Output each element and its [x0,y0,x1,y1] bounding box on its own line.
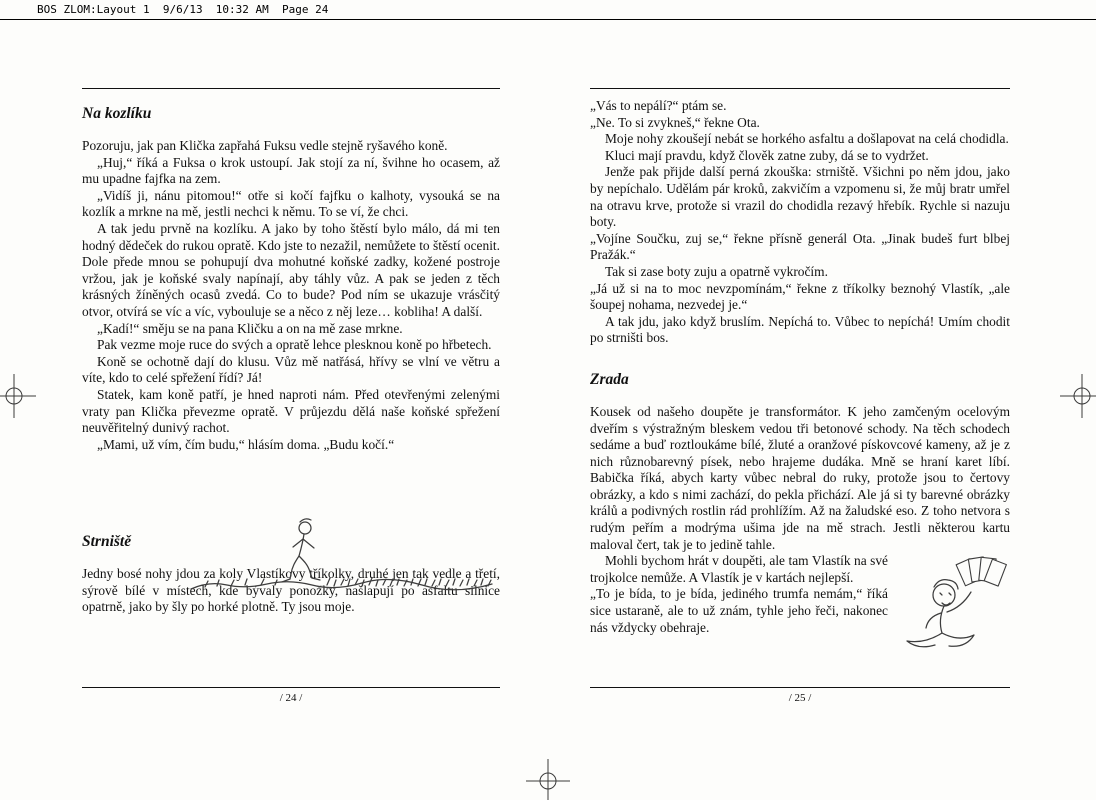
paragraph: „Huj,“ říká a Fuksa o krok ustoupí. Jak stojí za ní, švihne ho ocasem, až mu upadne fajfka na zem. [82,154,500,187]
paragraph: Moje nohy zkoušejí nebát se horkého asfaltu a došlapovat na celá chodidla. [605,131,1009,147]
page-25 [590,88,1010,685]
paragraph: Mohli bychom hrát v doupěti, ale tam Vlastík na své trojkolce nemůže. A Vlastík je v kartách nejlepší. [590,553,888,585]
walking-boy-illustration [187,513,507,605]
paragraph: Pak vezme moje ruce do svých a opratě lehce plesknou koně po hřbetech. [97,337,492,353]
paragraph: „Já už si na to moc nevzpomínám,“ řekne z tříkolky beznohý Vlastík, „ale šoupej nohama, nezvedej je.“ [590,280,1010,313]
page-25-text-flow [590,89,1010,636]
paragraph: Tak si zase boty zuju a opatrně vykročím. [605,263,828,279]
section-title-zrada: Zrada [590,370,629,388]
paragraph: A tak jdu, jako když bruslím. Nepíchá to. Vůbec to nepíchá! Umím chodit po strništi bos. [590,313,1010,346]
layout-slug-line: BOS ZLOM:Layout 1 9/6/13 10:32 AM Page 24 [37,3,329,16]
header-rule [0,19,1096,20]
paragraph: A tak jedu prvně na kozlíku. A jako by toho štěstí bylo málo, dá mi ten hodný dědeček do rukou opratě. Kdo jste to nezažil, nemůžete to štěstí ocenit. Dole přede mnou se pohupují dva mohutné koňské zadky, kožené postroje vržou, jak je koňské svaly napínají, aby táhly vůz. A pak se jeden z těch krásných žíněných ocasů zvedá. Co to bude? Pod ním se ukazuje vrásčitý otvor, otvírá se víc a víc, vybouluje se a něco z něj leze… kobliha! A další. [82,220,500,319]
paragraph: Pozoruju, jak pan Klička zapřahá Fuksu vedle stejně ryšavého koně. [82,138,448,153]
paragraph: „To je bída, to je bída, jediného trumfa nemám,“ říká sice ustaraně, ale to už znám, tyhle jeho řeči, nakonec nás vždycky obehraje. [590,586,888,635]
paragraph: Kousek od našeho doupěte je transformátor. K jeho zamčeným ocelovým dveřím s výstražným bleskem vedou tři betonové schody. Na těch schodech sedáme a buď roztloukáme bílé, žluté a oranžové pískovcové kameny, až je z nich různobarevný písek, nebo hrajeme dudáka. Mně se hraní karet líbí. Babička říká, abych karty vůbec nebral do ruky, protože jsou to čertovy obrázky, a kdo s nimi zachází, do pekla přichází. Ale já si ty barevné obrázky králů a podivných rostlin rád prohlížím. Až na žaludské eso. Z toho netvora s rudým peřím a modrýma ušima jde na mě strach. Jestli některou kartu maloval čert, tak je to jedině tahle. [590,403,1010,552]
paragraph: Jenže pak přijde další perná zkouška: strniště. Všichni po něm jdou, jako by nepíchalo. Udělám pár kroků, zakvičím a vzpomenu si, že můj bratr umřel na otravu krve, protože si vrazil do chodidla rezavý hřebík. Rychle si nazuju boty. [590,164,1010,230]
registration-mark-icon [1060,374,1096,418]
registration-mark-icon [0,374,36,418]
paragraph: „Mami, už vím, čím budu,“ hlásím doma. „Budu kočí.“ [97,436,395,452]
folio-page-25: / 25 / [590,687,1010,704]
section-title-strniste: Strniště [82,533,132,551]
paragraph: „Vás to nepálí?“ ptám se. [590,98,727,113]
paragraph: Kluci mají pravdu, když člověk zatne zuby, dá se to vydržet. [605,147,929,163]
page-24 [82,88,500,685]
paragraph: „Vojíne Součku, zuj se,“ řekne přísně generál Ota. „Jinak budeš furt blbej Pražák.“ [590,230,1010,263]
card-player-illustration [898,555,1010,671]
paragraph: „Ne. To si zvykneš,“ řekne Ota. [590,114,760,130]
paragraph: Statek, kam koně patří, je hned naproti nám. Před otevřenými zelenými vraty pan Klička převezme opratě. V průjezdu dělá naše koňské spřežení neuvěřitelný dunivý rachot. [82,386,500,436]
registration-mark-icon [526,759,570,800]
folio-page-24: / 24 / [82,687,500,704]
paragraph: Jedny bosé nohy jdou za koly Vlastíkovy tříkolky, druhé jen tak vedle a třetí, sýrově bílé v místech, kde bývaly ponožky, našlapují po asfaltu silnice opatrně, jako by šly po horké plotně. Ty jsou moje. [82,566,500,615]
section-title-na-kozliku: Na kozlíku [82,105,152,122]
paragraph: Koně se ochotně dají do klusu. Vůz mě natřásá, hřívy se vlní ve větru a víte, kdo to celé spřežení řídí? Já! [82,353,500,386]
paragraph: „Kadí!“ směju se na pana Kličku a on na mě zase mrkne. [97,320,403,336]
paragraph: „Vidíš ji, nánu pitomou!“ otře si kočí fajfku o kalhoty, vysouká se na kozlík a mrkne na mě, jestli nechci k němu. To se ví, že chci. [82,187,500,220]
